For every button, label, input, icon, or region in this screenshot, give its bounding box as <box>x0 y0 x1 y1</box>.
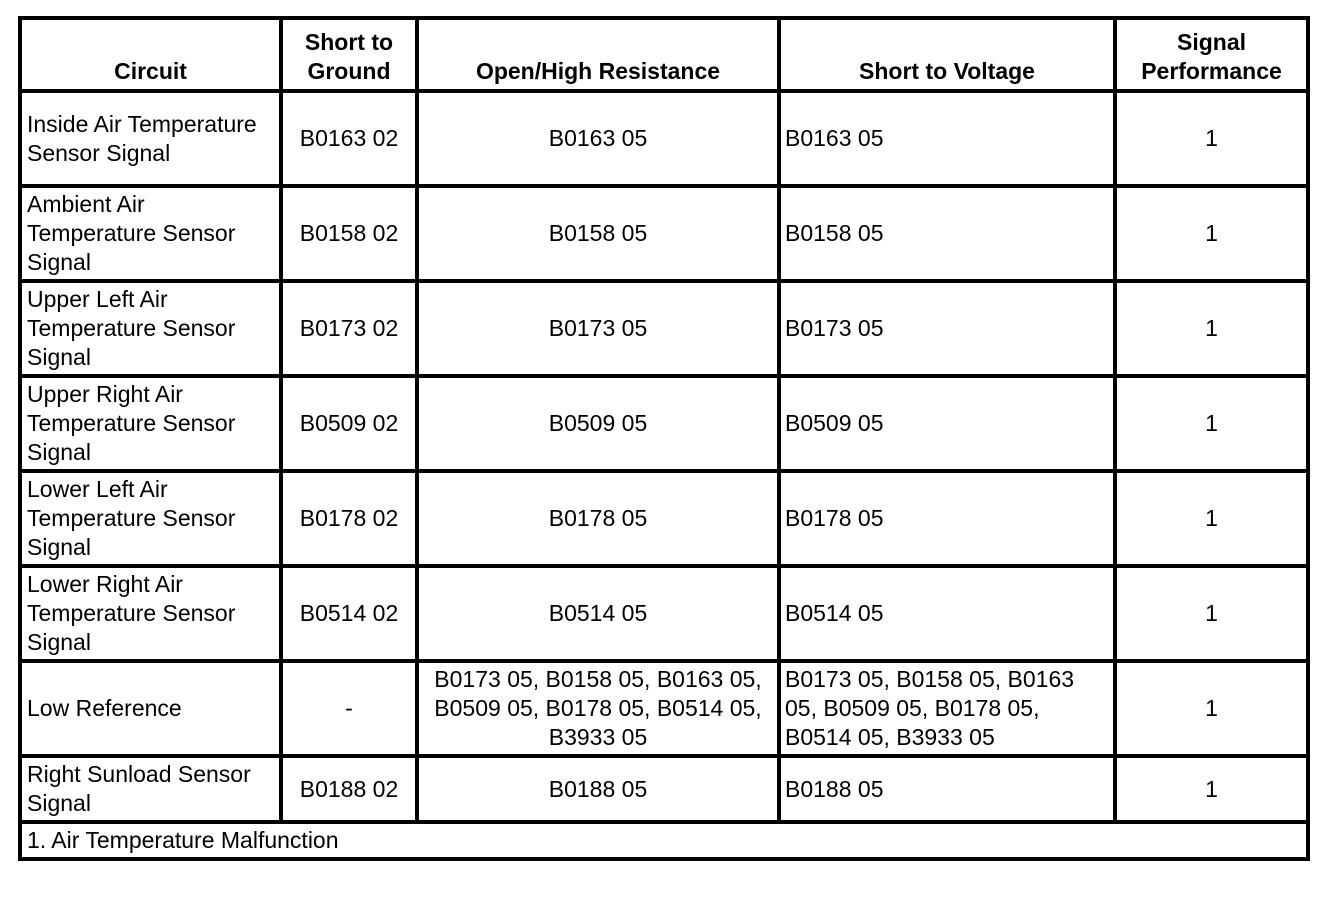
table-row <box>20 471 1308 566</box>
footnote-row <box>20 822 1308 859</box>
cell-short-to-ground: B0178 02 <box>281 471 417 566</box>
cell-short-to-voltage: B0163 05 <box>779 91 1115 186</box>
cell-open-high-resistance: B0509 05 <box>417 376 779 471</box>
header-short-to-voltage: Short to Voltage <box>779 18 1115 91</box>
header-short-to-ground: Short to Ground <box>281 18 417 91</box>
cell-open-high-resistance: B0178 05 <box>417 471 779 566</box>
cell-signal-performance: 1 <box>1115 186 1308 281</box>
cell-signal-performance: 1 <box>1115 281 1308 376</box>
cell-short-to-ground: B0163 02 <box>281 91 417 186</box>
cell-circuit: Ambient Air Temperature Sensor Signal <box>20 186 281 281</box>
cell-short-to-voltage: B0509 05 <box>779 376 1115 471</box>
footnote: 1. Air Temperature Malfunction <box>20 822 1308 859</box>
cell-short-to-ground: B0509 02 <box>281 376 417 471</box>
dtc-table <box>18 16 1310 861</box>
table-row <box>20 756 1308 822</box>
cell-signal-performance: 1 <box>1115 471 1308 566</box>
cell-circuit: Low Reference <box>20 661 281 756</box>
table-row <box>20 661 1308 756</box>
table-row <box>20 376 1308 471</box>
cell-short-to-ground: - <box>281 661 417 756</box>
cell-short-to-voltage: B0514 05 <box>779 566 1115 661</box>
cell-open-high-resistance: B0173 05, B0158 05, B0163 05, B0509 05, B0178 05, B0514 05, B3933 05 <box>417 661 779 756</box>
cell-short-to-voltage: B0158 05 <box>779 186 1115 281</box>
header-signal-performance: Signal Performance <box>1115 18 1308 91</box>
cell-open-high-resistance: B0163 05 <box>417 91 779 186</box>
header-circuit: Circuit <box>20 18 281 91</box>
cell-signal-performance: 1 <box>1115 91 1308 186</box>
header-open-high-resistance: Open/High Resistance <box>417 18 779 91</box>
table-row <box>20 281 1308 376</box>
table-row <box>20 91 1308 186</box>
cell-circuit: Right Sunload Sensor Signal <box>20 756 281 822</box>
cell-short-to-ground: B0514 02 <box>281 566 417 661</box>
cell-signal-performance: 1 <box>1115 566 1308 661</box>
cell-circuit: Upper Right Air Temperature Sensor Signal <box>20 376 281 471</box>
cell-signal-performance: 1 <box>1115 661 1308 756</box>
cell-signal-performance: 1 <box>1115 376 1308 471</box>
cell-short-to-voltage: B0178 05 <box>779 471 1115 566</box>
cell-short-to-voltage: B0188 05 <box>779 756 1115 822</box>
cell-circuit: Upper Left Air Temperature Sensor Signal <box>20 281 281 376</box>
cell-short-to-voltage: B0173 05, B0158 05, B0163 05, B0509 05, B0178 05, B0514 05, B3933 05 <box>779 661 1115 756</box>
cell-open-high-resistance: B0188 05 <box>417 756 779 822</box>
cell-signal-performance: 1 <box>1115 756 1308 822</box>
dtc-table-container <box>18 16 1306 861</box>
cell-circuit: Lower Right Air Temperature Sensor Signal <box>20 566 281 661</box>
table-header-row <box>20 18 1308 91</box>
cell-short-to-voltage: B0173 05 <box>779 281 1115 376</box>
cell-short-to-ground: B0158 02 <box>281 186 417 281</box>
cell-short-to-ground: B0188 02 <box>281 756 417 822</box>
cell-circuit: Inside Air Temperature Sensor Signal <box>20 91 281 186</box>
table-row <box>20 186 1308 281</box>
cell-open-high-resistance: B0173 05 <box>417 281 779 376</box>
cell-open-high-resistance: B0158 05 <box>417 186 779 281</box>
table-row <box>20 566 1308 661</box>
cell-short-to-ground: B0173 02 <box>281 281 417 376</box>
cell-open-high-resistance: B0514 05 <box>417 566 779 661</box>
cell-circuit: Lower Left Air Temperature Sensor Signal <box>20 471 281 566</box>
